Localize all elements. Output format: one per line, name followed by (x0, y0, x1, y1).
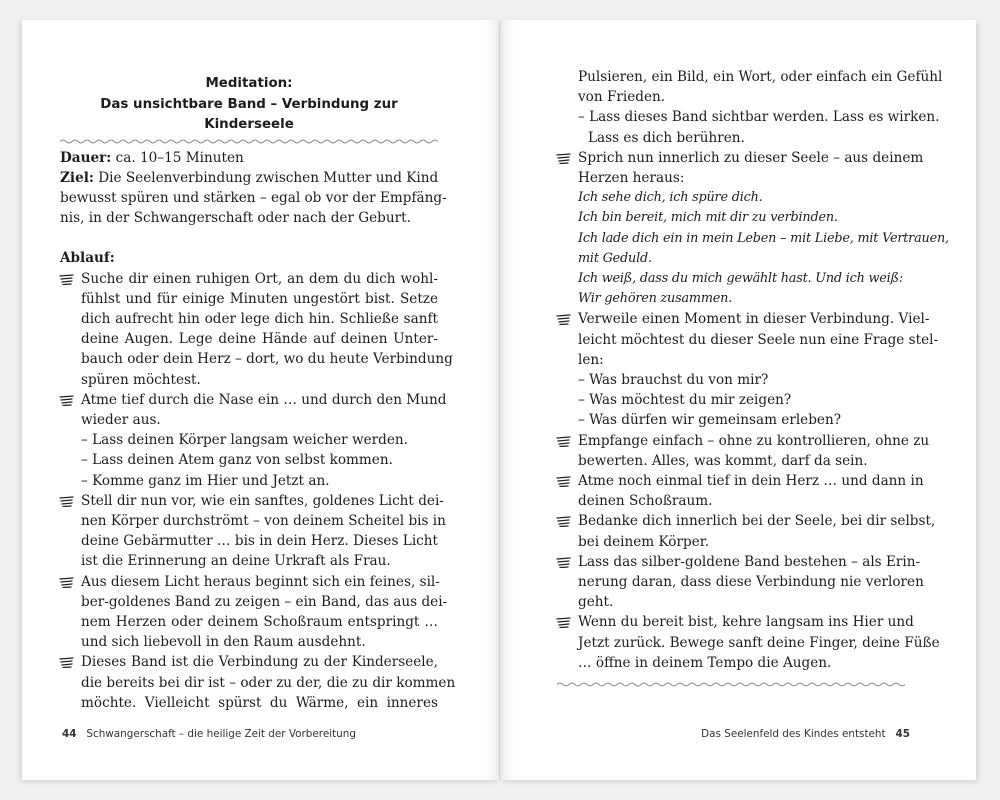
item-line: Atme tief durch die Nase ein … und durch den Mund (81, 391, 447, 408)
item-line: möchte. Vielleicht spürst du Wärme, ein inneres (81, 694, 438, 711)
wing-bullet-icon (556, 516, 571, 527)
title-line-2: Das unsichtbare Band – Verbindung zur Kinderseele (100, 96, 398, 132)
meditation-title (60, 74, 438, 136)
item-line: bauch oder dein Herz – dort, wo du heute Verbindung (81, 351, 453, 368)
item-line: Bedanke dich innerlich bei der Seele, bei dir selbst, (578, 513, 936, 530)
affirmation-line: Ich weiß, dass du mich gewählt hast. Und ich weiß: (578, 271, 904, 287)
wing-bullet-icon (556, 314, 571, 325)
item-line: wieder aus. (81, 411, 161, 428)
list-item (557, 471, 924, 511)
item-line: deine Augen. Lege deine Hände auf deinen Unter- (81, 331, 438, 348)
wing-bullet-icon (556, 617, 571, 628)
item-line: nem Herzen oder deinem Schoßraum entspringt … (81, 613, 438, 630)
item-line: Wenn du bereit bist, kehre langsam ins Hier und (578, 614, 914, 631)
wing-bullet-icon (556, 436, 571, 447)
wing-bullet-icon (556, 557, 571, 568)
item-line: Aus diesem Licht heraus beginnt sich ein feines, sil- (81, 573, 440, 590)
footer-left (62, 728, 356, 740)
item-line: Lass das silber-goldene Band bestehen – als Erin- (578, 553, 921, 570)
item-line: len: (578, 351, 604, 368)
continued-line: Lass es dich berühren. (588, 129, 745, 146)
wing-bullet-icon (59, 274, 74, 285)
item-line: geht. (578, 594, 614, 611)
item-line: – Lass deinen Atem ganz von selbst kommen. (81, 452, 393, 469)
list-item (60, 652, 456, 713)
list-item (557, 511, 936, 551)
item-line: ber-goldenes Band zu zeigen – ein Band, das aus dei- (81, 593, 448, 610)
continued-line: – Lass dieses Band sichtbar werden. Lass es wirken. (578, 109, 940, 126)
item-line: dich aufrecht hin oder lege dich hin. Schließe sanft (81, 310, 438, 327)
item-line: Suche dir einen ruhigen Ort, an dem du dich wohl- (81, 270, 438, 287)
item-line: die bereits bei dir ist – oder zu der, die zu dir kommen (81, 674, 456, 691)
item-line: bewerten. Alles, was kommt, darf da sein. (578, 452, 868, 469)
list-item (60, 269, 453, 390)
item-line: leicht möchtest du dieser Seele nun eine Frage stel- (578, 331, 939, 348)
ziel-line: bewusst spüren und stärken – egal ob vor der Empfäng- (60, 189, 447, 206)
list-item (60, 491, 446, 572)
list-item (557, 552, 924, 613)
item-line: ist die Erinnerung an deine Urkraft als Frau. (81, 553, 391, 570)
item-line: Empfange einfach – ohne zu kontrollieren, ohne zu (578, 432, 930, 449)
item-line: und sich liebevoll in den Raum ausdehnt. (81, 634, 366, 651)
item-line: – Lass deinen Körper langsam weicher werden. (81, 432, 408, 449)
wing-bullet-icon (59, 395, 74, 406)
item-line: – Was möchtest du mir zeigen? (578, 392, 792, 409)
affirmation-line: mit Geduld. (578, 250, 652, 266)
affirmation-line: Ich sehe dich, ich spüre dich. (578, 190, 763, 206)
wing-bullet-icon (59, 657, 74, 668)
wing-bullet-icon (59, 577, 74, 588)
footer-right (701, 728, 910, 740)
continued-line: von Frieden. (578, 89, 666, 106)
ziel-line: Ziel: Die Seelenverbindung zwischen Mutter und Kind (60, 169, 439, 186)
wing-bullet-icon (556, 476, 571, 487)
item-line: spüren möchtest. (81, 371, 201, 388)
wave-divider (557, 681, 909, 688)
dauer-line (60, 148, 438, 168)
item-line: deine Gebärmutter … bis in dein Herz. Dieses Licht (81, 533, 438, 550)
book-gutter (486, 20, 514, 780)
list-item (557, 612, 940, 673)
item-line: deinen Schoßraum. (578, 493, 713, 510)
ziel-line: nis, in der Schwangerschaft oder nach der Geburt. (60, 210, 411, 227)
item-line: Atme noch einmal tief in dein Herz … und dann in (578, 473, 924, 490)
continued-line: Pulsieren, ein Bild, ein Wort, oder einfach ein Gefühl (578, 69, 943, 85)
page-number: 45 (895, 728, 910, 740)
dauer-label: Dauer: (60, 149, 112, 166)
wing-bullet-icon (59, 496, 74, 507)
item-line: Jetzt zurück. Bewege sanft deine Finger, deine Füße (578, 634, 940, 651)
affirmation-line: Wir gehören zusammen. (578, 291, 733, 307)
list-item (557, 148, 949, 310)
item-line: fühlst und für einige Minuten ungestört bist. Setze (81, 290, 438, 307)
dauer-value: ca. 10–15 Minuten (115, 149, 244, 166)
item-line: Herzen heraus: (578, 170, 685, 187)
list-item (60, 390, 447, 491)
wave-divider (60, 138, 438, 145)
item-line: Sprich nun innerlich zu dieser Seele – aus deinem (578, 149, 924, 166)
wing-bullet-icon (556, 153, 571, 164)
item-line: Dieses Band ist die Verbindung zu der Kinderseele, (81, 654, 438, 671)
item-line: – Was brauchst du von mir? (578, 372, 769, 389)
list-item (557, 309, 939, 430)
right-page-content (557, 67, 949, 691)
item-line: – Was dürfen wir gemeinsam erleben? (578, 412, 842, 429)
page-number: 44 (62, 728, 77, 740)
ablauf-label: Ablauf: (60, 250, 115, 267)
running-footer: Das Seelenfeld des Kindes entsteht (701, 728, 886, 740)
item-line: nerung daran, dass diese Verbindung nie verloren (578, 574, 924, 591)
list-item (557, 431, 930, 471)
left-page-content (60, 74, 456, 713)
item-line: – Komme ganz im Hier und Jetzt an. (81, 472, 330, 489)
item-line: Stell dir nun vor, wie ein sanftes, goldenes Licht dei- (81, 492, 444, 509)
item-line: nen Körper durchströmt – von deinem Scheitel bis in (81, 512, 446, 529)
item-line: bei deinem Körper. (578, 533, 710, 550)
item-line: Verweile einen Moment in dieser Verbindung. Viel- (578, 311, 930, 328)
title-line-1: Meditation: (205, 76, 293, 91)
list-item (60, 572, 448, 653)
item-line: … öffne in deinem Tempo die Augen. (578, 654, 832, 671)
affirmation-line: Ich lade dich ein in mein Leben – mit Liebe, mit Vertrauen, (578, 230, 949, 246)
running-footer: Schwangerschaft – die heilige Zeit der Vorbereitung (86, 728, 356, 740)
ziel-label: Ziel: (60, 169, 94, 186)
affirmation-line: Ich bin bereit, mich mit dir zu verbinden. (578, 210, 838, 226)
